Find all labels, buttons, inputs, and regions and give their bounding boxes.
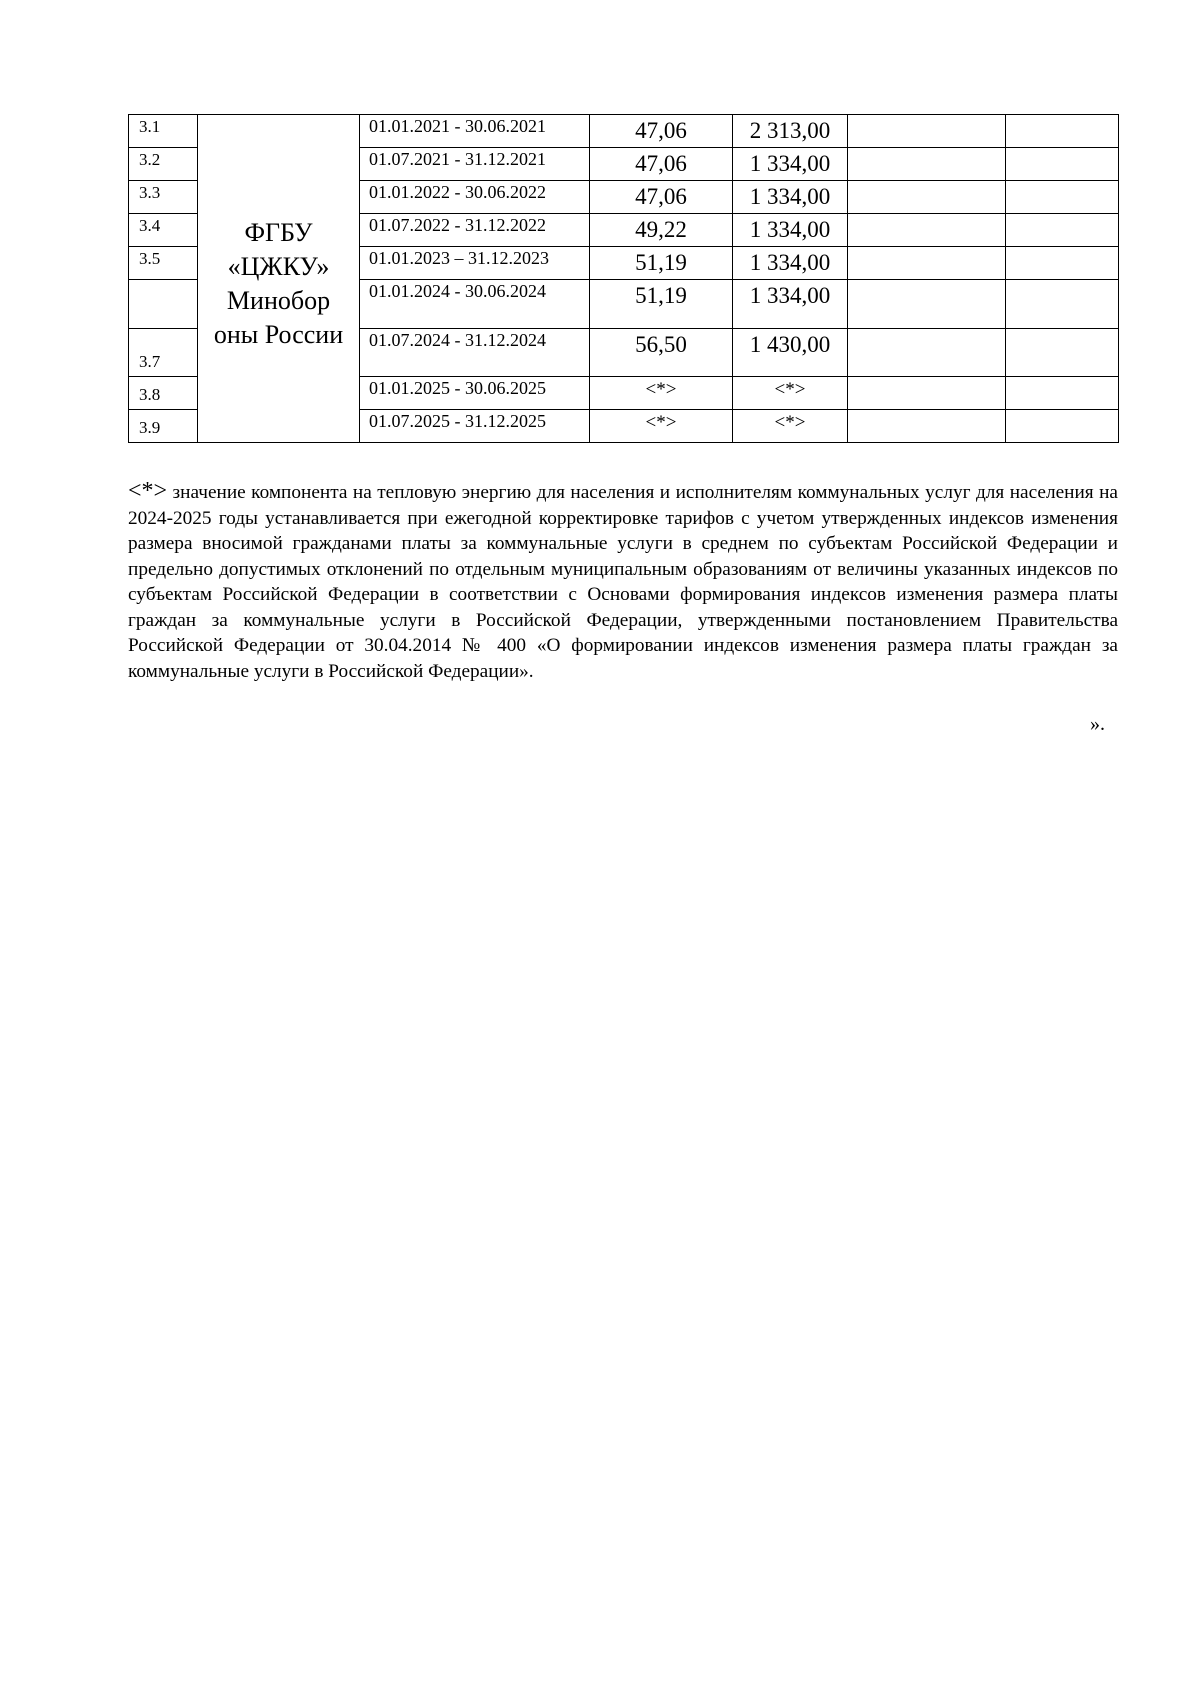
organization-cell: [198, 115, 360, 443]
value-2-cell: 1 334,00: [733, 247, 848, 280]
empty-cell: [1006, 148, 1119, 181]
value-2-cell: 1 334,00: [733, 181, 848, 214]
row-number: 3.5: [129, 247, 198, 280]
value-2-cell: <*>: [733, 410, 848, 443]
value-2-cell: <*>: [733, 377, 848, 410]
organization-line: «ЦЖКУ»: [227, 252, 330, 281]
empty-cell: [1006, 214, 1119, 247]
value-2-cell: 1 334,00: [733, 148, 848, 181]
value-1-cell: 51,19: [590, 280, 733, 329]
footnote-text: значение компонента на тепловую энергию для населения и исполнителям коммунальных услуг для населения на 2024-2025 годы устанавливается при ежегодной корректировке тарифов с учетом утвержденных индексов изменения размера вносимой гражданами платы за коммунальные услуги в среднем по субъектам Российской Федерации и предельно допустимых отклонений по отдельным муниципальным образованиям от величины указанных индексов по субъектам Российской Федерации в соответствии с Основами формирования индексов изменения размера платы граждан за коммунальные услуги в Российской Федерации, утвержденными постановлением Правительства Российской Федерации от 30.04.2014 № 400 «О формировании индексов изменения размера платы граждан за коммунальные услуги в Российской Федерации».: [128, 482, 1118, 682]
row-number: 3.9: [129, 410, 198, 443]
value-2-cell: 1 334,00: [733, 214, 848, 247]
closing-quote: ».: [1090, 713, 1105, 735]
row-number: 3.8: [129, 377, 198, 410]
table-row: [129, 115, 1119, 148]
empty-cell: [848, 214, 1006, 247]
empty-cell: [1006, 377, 1119, 410]
value-1-cell: 49,22: [590, 214, 733, 247]
value-1-cell: 47,06: [590, 181, 733, 214]
row-number: [129, 280, 198, 329]
period-cell: 01.07.2021 - 31.12.2021: [360, 148, 590, 181]
period-cell: 01.07.2024 - 31.12.2024: [360, 329, 590, 377]
empty-cell: [1006, 329, 1119, 377]
empty-cell: [848, 247, 1006, 280]
empty-cell: [1006, 115, 1119, 148]
period-cell: 01.07.2025 - 31.12.2025: [360, 410, 590, 443]
organization-line: ФГБУ: [244, 218, 313, 247]
empty-cell: [848, 329, 1006, 377]
value-1-cell: <*>: [590, 377, 733, 410]
row-number: 3.1: [129, 115, 198, 148]
value-1-cell: 56,50: [590, 329, 733, 377]
period-cell: 01.07.2022 - 31.12.2022: [360, 214, 590, 247]
value-1-cell: 47,06: [590, 115, 733, 148]
value-1-cell: 47,06: [590, 148, 733, 181]
value-2-cell: 2 313,00: [733, 115, 848, 148]
organization-line: Минобор: [226, 286, 331, 315]
value-1-cell: <*>: [590, 410, 733, 443]
period-cell: 01.01.2025 - 30.06.2025: [360, 377, 590, 410]
organization-line: оны России: [213, 320, 344, 349]
row-number: 3.4: [129, 214, 198, 247]
footnote-marker: <*>: [128, 478, 168, 504]
empty-cell: [848, 115, 1006, 148]
empty-cell: [848, 410, 1006, 443]
row-number: 3.7: [129, 329, 198, 377]
value-2-cell: 1 430,00: [733, 329, 848, 377]
footnote-paragraph: [128, 479, 1118, 684]
empty-cell: [1006, 280, 1119, 329]
period-cell: 01.01.2022 - 30.06.2022: [360, 181, 590, 214]
value-2-cell: 1 334,00: [733, 280, 848, 329]
tariff-table: [128, 114, 1119, 443]
period-cell: 01.01.2023 – 31.12.2023: [360, 247, 590, 280]
period-cell: 01.01.2021 - 30.06.2021: [360, 115, 590, 148]
empty-cell: [848, 377, 1006, 410]
empty-cell: [1006, 410, 1119, 443]
empty-cell: [1006, 247, 1119, 280]
row-number: 3.2: [129, 148, 198, 181]
empty-cell: [848, 181, 1006, 214]
empty-cell: [1006, 181, 1119, 214]
period-cell: 01.01.2024 - 30.06.2024: [360, 280, 590, 329]
empty-cell: [848, 280, 1006, 329]
row-number: 3.3: [129, 181, 198, 214]
value-1-cell: 51,19: [590, 247, 733, 280]
empty-cell: [848, 148, 1006, 181]
